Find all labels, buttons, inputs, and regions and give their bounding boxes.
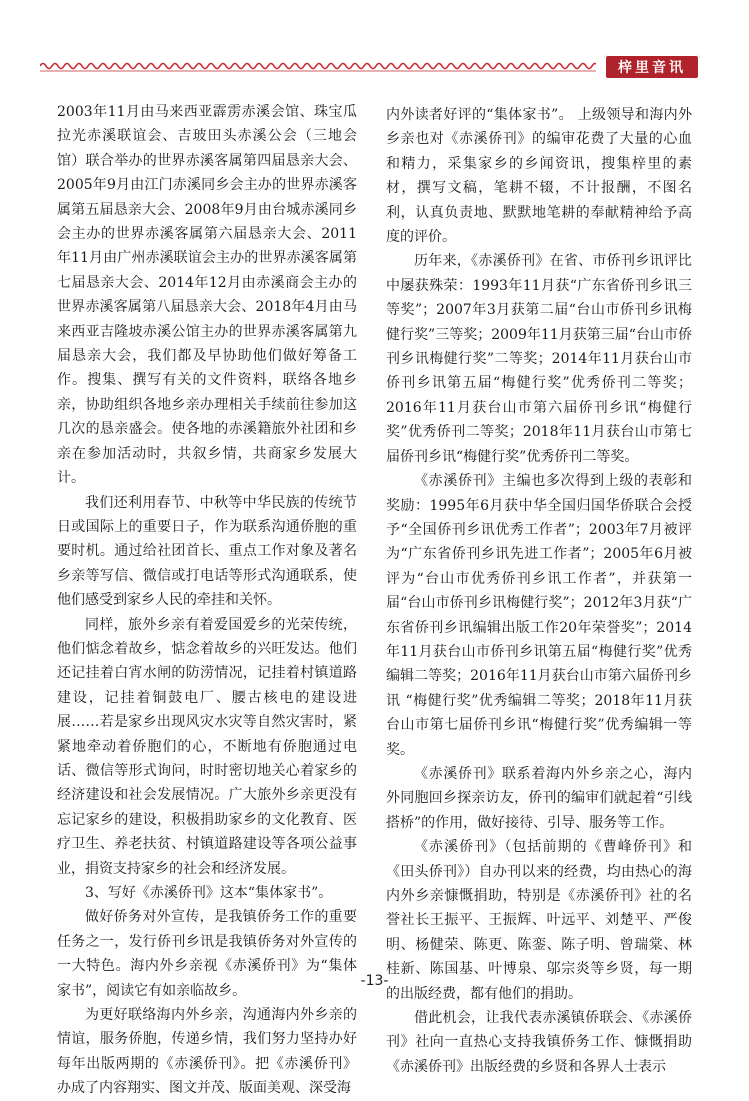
red-wave-divider-icon: [40, 60, 596, 74]
paragraph: 做好侨务对外宣传，是我镇侨务工作的重要任务之一，发行侨刊乡讯是我镇侨务对外宣传的一大特色。海内外乡亲视《赤溪侨刊》为“集体家书”，阅读它有如亲临故乡。: [57, 909, 357, 999]
paragraph: 借此机会，让我代表赤溪镇侨联会、《赤溪侨刊》社向一直热心支持我镇侨务工作、慷慨捐助《赤溪侨刊》出版经费的乡贤和各界人士表示: [386, 1010, 692, 1075]
paragraph: 同样，旅外乡亲有着爱国爱乡的光荣传统，他们惦念着故乡，惦念着故乡的兴旺发达。他们还记挂着白宵水闸的防涝情况，记挂着村镇道路建设，记挂着铜鼓电厂、腰古核电的建设进展……若是家乡出现风灾水灾等自然灾害时，紧紧地牵动着侨胞们的心，不断地有侨胞通过电话、微信等形式询问，时时密切地关心着家乡的经济建设和社会发展情况。广大旅外乡亲更没有忘记家乡的建设，积极捐助家乡的文化教育、医疗卫生、养老扶贫、村镇道路建设等各项公益事业，捐资支持家乡的社会和经济发展。: [57, 616, 357, 877]
paragraph: 2003年11月由马来西亚霹雳赤溪会馆、珠宝瓜拉光赤溪联谊会、吉玻田头赤溪公会（三地会馆）联合举办的世界赤溪客属第四届恳亲大会、2005年9月由江门赤溪同乡会主办的世界赤溪客属第五届恳亲大会、2008年9月由台城赤溪同乡会主办的世界赤溪客属第六届恳亲大会、2011年11月由广州赤溪联谊会主办的世界赤溪客属第七届恳亲大会、2014年12月由赤溪商会主办的世界赤溪客属第八届恳亲大会、2018年4月由马来西亚吉隆坡赤溪公馆主办的世界赤溪客属第九届恳亲大会，我们都及早协助他们做好筹备工作。搜集、撰写有关的文件资料，联络各地乡亲，协助组织各地乡亲办理相关手续前往参加这几次的恳亲盛会。使各地的赤溪籍旅外社团和乡亲在参加活动时，共叙乡情，共商家乡发展大计。: [57, 104, 357, 487]
paragraph: 3、写好《赤溪侨刊》这本“集体家书”。: [85, 885, 333, 901]
paragraph: 为更好联络海内外乡亲，沟通海内外乡亲的情谊，服务侨胞，传递乡情，我们努力坚持办好每年出版两期的《赤溪侨刊》。把《赤溪侨刊》办成了内容翔实、图文并茂、版面美观、深受海: [57, 1007, 357, 1097]
left-text-column: [57, 100, 357, 1101]
paragraph: 我们还利用春节、中秋等中华民族的传统节日或国际上的重要日子，作为联系沟通侨胞的重要时机。通过给社团首长、重点工作对象及著名乡亲等写信、微信或打电话等形式沟通联系，使他们感受到家乡人民的牵挂和关怀。: [57, 494, 357, 609]
paragraph: 历年来，《赤溪侨刊》在省、市侨刊乡讯评比中屡获殊荣：1993年11月获“广东省侨刊乡讯三等奖”；2007年3月获第二届“台山市侨刊乡讯梅健行奖”三等奖；2009年11月获第三届“台山市侨刊乡讯梅健行奖”二等奖；2014年11月获台山市侨刊乡讯第五届“梅健行奖”优秀侨刊二等奖；2016年11月获台山市第六届侨刊乡讯“梅健行奖”优秀侨刊二等奖；2018年11月获台山市第七届侨刊乡讯“梅健行奖”优秀侨刊二等奖。: [386, 253, 692, 465]
paragraph: 《赤溪侨刊》（包括前期的《曹峰侨刊》和《田头侨刊》）自办刊以来的经费，均由热心的海内外乡亲慷慨捐助，特别是《赤溪侨刊》社的名誉社长王振平、王振辉、叶远平、刘楚平、严俊明、杨健荣、陈更、陈銮、陈子明、曾瑞棠、林桂新、陈国基、叶博泉、邬宗炎等乡贤，每一期的出版经费，都有他们的捐助。: [386, 839, 692, 1002]
paragraph: 内外读者好评的“集体家书”。 上级领导和海内外乡亲也对《赤溪侨刊》的编审花费了大量的心血和精力，采集家乡的乡闻资讯，搜集梓里的素材，撰写文稿，笔耕不辍，不计报酬，不图名利，认真负责地、默默地笔耕的奉献精神给予高度的评价。: [386, 107, 692, 246]
section-title-badge: 梓里音讯: [604, 54, 700, 80]
page-number: -13-: [360, 973, 389, 989]
paragraph: 《赤溪侨刊》主编也多次得到上级的表彰和奖励：1995年6月获中华全国归国华侨联合会授予“全国侨刊乡讯优秀工作者”；2003年7月被评为“广东省侨刊乡讯先进工作者”；2005年6月被评为“台山市优秀侨刊乡讯工作者”，并获第一届“台山市侨刊乡讯梅健行奖”；2012年3月获“广东省侨刊乡讯编辑出版工作20年荣誉奖”；2014年11月获台山市侨刊乡讯第五届“梅健行奖”优秀编辑二等奖；2016年11月获台山市第六届侨刊乡讯 “梅健行奖”优秀编辑二等奖；2018年11月获台山市第七届侨刊乡讯“梅健行奖”优秀编辑一等奖。: [386, 473, 692, 758]
right-text-column: [386, 103, 692, 1079]
page-top-margin: [0, 0, 749, 42]
paragraph: 《赤溪侨刊》联系着海内外乡亲之心，海内外同胞回乡探亲访友，侨刊的编审们就起着“引线搭桥”的作用，做好接待、引导、服务等工作。: [386, 765, 692, 831]
